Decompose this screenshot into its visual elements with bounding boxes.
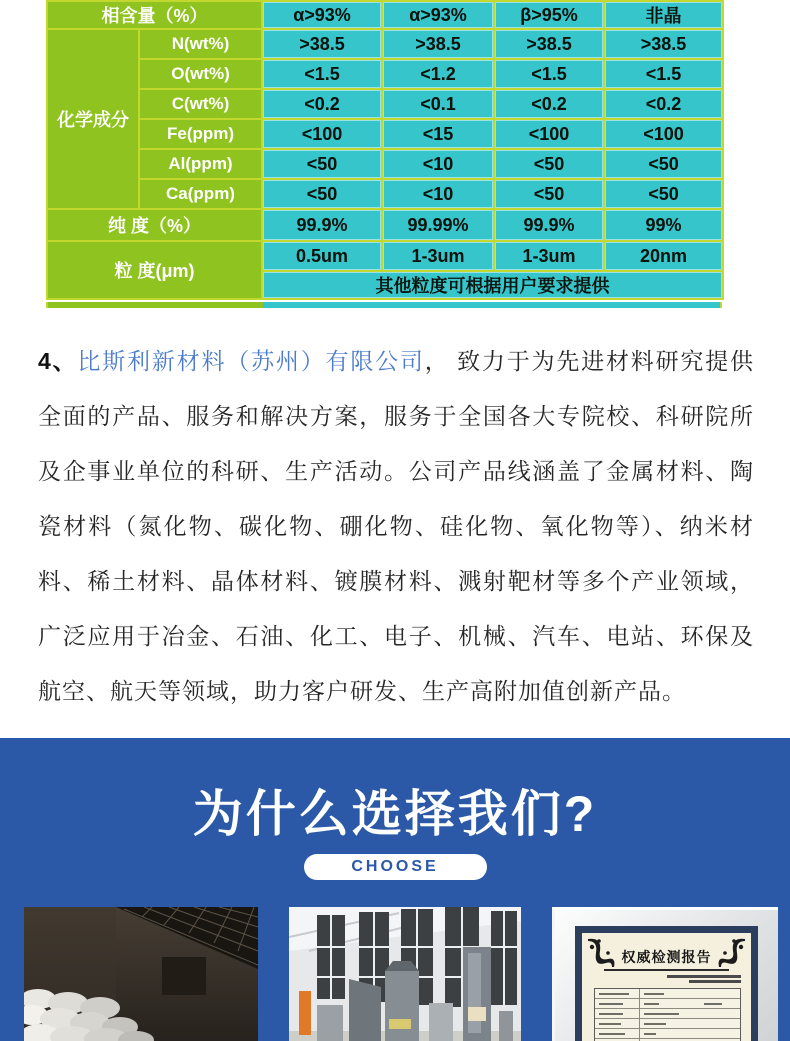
spec-table: [46, 0, 724, 300]
warehouse-photo: [24, 907, 258, 1041]
table-cell: 99%: [604, 209, 723, 241]
table-cell: <1.5: [494, 59, 604, 89]
table-row-chem: [47, 89, 723, 119]
list-index: 4、: [38, 348, 78, 374]
table-row-purity: [47, 209, 723, 241]
table-cell: <100: [494, 119, 604, 149]
table-cell-note: 其他粒度可根据用户要求提供: [262, 271, 723, 299]
row-header: 粒 度(μm): [47, 241, 262, 299]
row-group-header: 化学成分: [47, 29, 139, 209]
table-cell: <1.5: [262, 59, 382, 89]
company-name-link[interactable]: 比斯利新材料（苏州）有限公司: [77, 349, 425, 374]
table-cell: <50: [494, 179, 604, 209]
table-row-chem: [47, 179, 723, 209]
table-row-chem: [47, 119, 723, 149]
table-cell: <50: [494, 149, 604, 179]
row-header: C(wt%): [139, 89, 262, 119]
row-header: 纯 度（%）: [47, 209, 262, 241]
table-cell: <50: [262, 179, 382, 209]
why-choose-us-banner: [0, 738, 790, 1041]
table-cell: 99.99%: [382, 209, 494, 241]
table-cell: <50: [604, 179, 723, 209]
row-header: N(wt%): [139, 29, 262, 59]
table-cell: 1-3um: [494, 241, 604, 271]
table-cell: <10: [382, 149, 494, 179]
table-cell: 20nm: [604, 241, 723, 271]
table-row-size: [47, 241, 723, 271]
factory-photo-art: [289, 907, 521, 1041]
table-row-phase: [47, 1, 723, 29]
row-header: Ca(ppm): [139, 179, 262, 209]
table-cell: α>93%: [382, 1, 494, 29]
row-header: 相含量（%）: [47, 1, 262, 29]
table-cell: <15: [382, 119, 494, 149]
warehouse-photo-art: [24, 907, 258, 1041]
choose-badge: CHOOSE: [304, 854, 487, 880]
certificate-paper: [582, 933, 751, 1041]
banner-title: 为什么选择我们?: [192, 786, 598, 842]
company-intro-paragraph: [38, 334, 754, 719]
row-header: Al(ppm): [139, 149, 262, 179]
table-cell: <100: [604, 119, 723, 149]
table-cell: α>93%: [262, 1, 382, 29]
table-cell: 99.9%: [262, 209, 382, 241]
table-cell: β>95%: [494, 1, 604, 29]
certificate-frame: [552, 907, 778, 1041]
corner-flourish-icon: [586, 937, 616, 967]
table-cell: <50: [262, 149, 382, 179]
table-cell: <0.2: [262, 89, 382, 119]
table-cell: >38.5: [382, 29, 494, 59]
table-cell: <10: [382, 179, 494, 209]
table-row-chem: [47, 59, 723, 89]
table-cell: <1.2: [382, 59, 494, 89]
table-cell: >38.5: [262, 29, 382, 59]
row-header: O(wt%): [139, 59, 262, 89]
certificate-mat: [575, 926, 758, 1041]
intro-text: ， 致力于为先进材料研究提供全面的产品、服务和解决方案，服务于全国各大专院校、科研院所及企事业单位的科研、生产活动。公司产品线涵盖了金属材料、陶瓷材料（氮化物、碳化物、硼化物、硅化物、氧化物等）、纳米材料、稀土材料、晶体材料、镀膜材料、溅射靶材等多个产业领域，广泛应用于冶金、石油、化工、电子、机械、汽车、电站、环保及航空、航天等领域，助力客户研发、生产高附加值创新产品。: [38, 349, 755, 704]
certificate-photo: [552, 907, 778, 1041]
table-cell: <0.2: [494, 89, 604, 119]
certificate-title: 权威检测报告: [604, 947, 729, 971]
corner-flourish-icon: [717, 937, 747, 967]
table-cell: 1-3um: [382, 241, 494, 271]
table-row-chem: [47, 29, 723, 59]
certificate-meta: [582, 975, 741, 983]
table-cell: <50: [604, 149, 723, 179]
table-cell: >38.5: [604, 29, 723, 59]
table-cell: <0.1: [382, 89, 494, 119]
table-cell: <0.2: [604, 89, 723, 119]
factory-photo: [289, 907, 521, 1041]
table-cell: 0.5um: [262, 241, 382, 271]
table-cell: >38.5: [494, 29, 604, 59]
table-cell: 非晶: [604, 1, 723, 29]
table-cell: 99.9%: [494, 209, 604, 241]
table-row-chem: [47, 149, 723, 179]
table-cell: <1.5: [604, 59, 723, 89]
photo-strip: [0, 907, 790, 1041]
table-cell: <100: [262, 119, 382, 149]
certificate-table: [594, 988, 741, 1041]
row-header: Fe(ppm): [139, 119, 262, 149]
next-table-sliver: [46, 302, 722, 308]
